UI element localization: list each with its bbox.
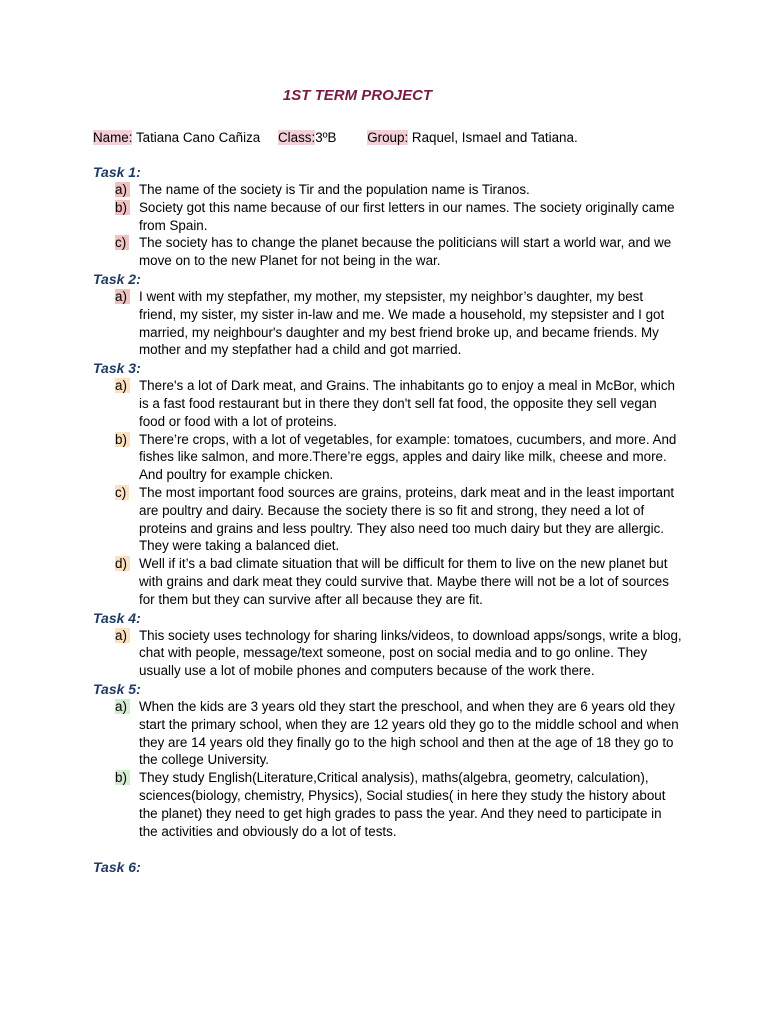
list-item — [115, 769, 683, 840]
task-heading: Task 1: — [93, 164, 141, 180]
name-value: Tatiana Cano Cañiza — [135, 130, 261, 145]
name-label: Name: — [93, 130, 133, 145]
list-item-text: They study English(Literature,Critical analysis), maths(algebra, geometry, calculation), sciences(biology, chemistry, Physics), Social studies( in here they study the history about the planet) they need to get high grades to pass the year. And they need to participate in the activities and obviously do a lot of tests. — [139, 770, 666, 839]
list-marker: a) — [115, 182, 130, 197]
list-item-text: Well if it’s a bad climate situation that will be difficult for them to live on the new planet but with grains and dark meat they could survive that. Maybe there will not be a lot of sources for them but they can survive after all because they are fit. — [139, 556, 669, 607]
list-item-text: Society got this name because of our first letters in our names. The society originally came from Spain. — [139, 199, 675, 233]
task-heading: Task 3: — [93, 360, 141, 377]
list-item — [115, 484, 683, 555]
list-item — [115, 555, 683, 608]
list-marker: a) — [115, 289, 130, 304]
group-value: Raquel, Ismael and Tatiana. — [411, 130, 578, 145]
list-marker: b) — [115, 432, 130, 447]
list-item-text: There’re crops, with a lot of vegetables, for example: tomatoes, cucumbers, and more. And fishes like salmon, and more.There’re eggs, apples and dairy like milk, cheese and more. And poultry for example chicken. — [139, 431, 677, 483]
student-info-line — [93, 129, 578, 146]
list-marker: a) — [115, 378, 130, 393]
document-title: 1ST TERM PROJECT — [282, 87, 433, 104]
list-item-text: When the kids are 3 years old they start the preschool, and when they are 6 years old they start the primary school, when they are 12 years old they go to the middle school and when they are 14 years old they finally go to the high school and then at the age of 18 they go to the college University. — [139, 698, 679, 768]
list-item-text: This society uses technology for sharing links/videos, to download apps/songs, write a blog, chat with people, message/text someone, post on social media and to go online. They usually use a lot of mobile phones and computers because of the work there. — [139, 627, 682, 679]
list-marker: a) — [115, 699, 130, 714]
list-item — [115, 698, 683, 769]
list-item — [115, 627, 683, 680]
list-item-text: There's a lot of Dark meat, and Grains. The inhabitants go to enjoy a meal in McBor, which is a fast food restaurant but in there they don't sell fat food, the opposite they sell vegan food or food with a lot of proteins. — [139, 378, 675, 429]
list-marker: b) — [115, 200, 130, 215]
list-item — [115, 431, 683, 484]
task-heading: Task 4: — [93, 609, 141, 626]
list-item — [115, 199, 683, 235]
list-marker: c) — [115, 235, 129, 250]
list-item-text: The name of the society is Tir and the population name is Tiranos. — [139, 182, 530, 197]
list-marker: d) — [115, 556, 130, 571]
list-marker: b) — [115, 770, 130, 785]
task-heading: Task 6: — [93, 859, 141, 876]
list-item-text: The most important food sources are grains, proteins, dark meat and in the least important are poultry and dairy. Because the society there is so fit and strong, they need a lot of proteins and grains and less poultry. They also need too much dairy but they are allergic. They were taking a balanced diet. — [139, 484, 675, 554]
group-label: Group: — [367, 130, 409, 145]
document-body — [93, 163, 683, 876]
list-item — [115, 234, 683, 270]
task-heading: Task 2: — [93, 270, 141, 287]
task-heading: Task 5: — [93, 680, 141, 697]
list-marker: a) — [115, 628, 130, 643]
list-item-text: I went with my stepfather, my mother, my stepsister, my neighbor’s daughter, my best friend, my sister, my sister in-law and me. We made a household, my stepsister and I got married, my neighbour's daughter and my best friend broke up, and became friends. My mother and my stepfather had a child and got married. — [139, 288, 665, 358]
list-item — [115, 288, 683, 359]
list-item-text: The society has to change the planet because the politicians will start a world war, and we move on to the new Planet for not being in the war. — [139, 235, 672, 269]
list-marker: c) — [115, 485, 129, 500]
list-item — [115, 181, 683, 199]
class-label: Class: — [278, 130, 316, 145]
list-item — [115, 377, 683, 430]
class-value: 3ºB — [315, 130, 337, 145]
